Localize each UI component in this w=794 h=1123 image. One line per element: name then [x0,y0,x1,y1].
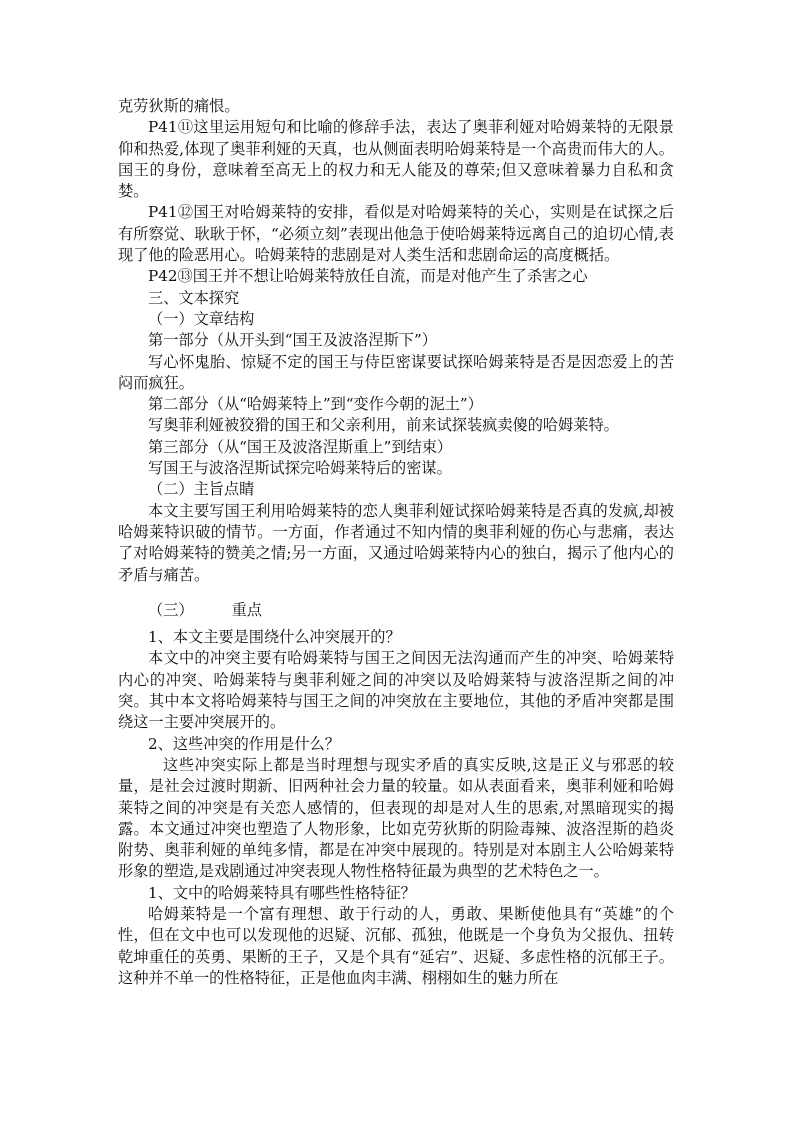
part-one-description: 写心怀鬼胎、惊疑不定的国王与侍臣密谋要试探哈姆莱特是否是因恋爱上的苦闷而疯狂。 [118,352,674,392]
answer-2: 这些冲突实际上都是当时理想与现实矛盾的真实反映,这是正义与邪恶的较量，是社会过渡时期新、旧两种社会力量的较量。如从表面看来，奥菲利娅和哈姆莱特之间的冲突是有关恋人感情的，但表现的却是对人生的思索,对黑暗现实的揭露。本文通过冲突也塑造了人物形象，比如克劳狄斯的阴险毒辣、波洛涅斯的趋炎附势、奥菲利娅的单纯多情，都是在冲突中展现的。特别是对本剧主人公哈姆莱特形象的塑造,是戏剧通过冲突表现人物性格特征最为典型的艺术特色之一。 [118,755,674,881]
paragraph-continuation: 克劳狄斯的痛恨。 [118,97,240,115]
part-one-title: 第一部分（从开头到“国王及波洛涅斯下”） [148,331,437,350]
note-p42-13: P42⑬国王并不想让哈姆莱特放任自流，而是对他产生了杀害之心 [148,267,588,286]
question-3: 1、文中的哈姆莱特具有哪些性格特征？ [148,883,416,902]
part-two-description: 写奥菲利娅被狡猾的国王和父亲利用，前来试探装疯卖傻的哈姆莱特。 [148,416,619,435]
section-heading-text-inquiry: 三、文本探究 [148,288,240,307]
note-p41-12: P41⑫国王对哈姆莱特的安排，看似是对哈姆莱特的关心，实则是在试探之后有所察觉、耿耿于怀，“必须立刻”表现出他急于使哈姆莱特远离自己的迫切心情,表现了他的险恶用心。哈姆莱特的悲剧是对人类生活和悲剧命运的高度概括。 [118,203,674,265]
key-points-number: （三） [148,600,194,619]
part-two-title: 第二部分（从“哈姆莱特上”到“变作今朝的泥土”） [148,395,483,414]
note-p41-11: P41⑪这里运用短句和比喻的修辞手法，表达了奥菲利娅对哈姆莱特的无限景仰和热爱,体现了奥菲利娅的天真，也从侧面表明哈姆莱特是一个高贵而伟大的人。国王的身份，意味着至高无上的权力和无人能及的尊荣;但又意味着暴力自私和贪婪。 [118,118,674,201]
question-2: 2、这些冲突的作用是什么？ [148,734,340,753]
theme-paragraph: 本文主要写国王利用哈姆莱特的恋人奥菲利娅试探哈姆莱特是否真的发疯,却被哈姆莱特识破的情节。一方面，作者通过不知内情的奥菲利娅的伤心与悲痛，表达了对哈姆莱特的赞美之情;另一方面，又通过哈姆莱特内心的独白，揭示了他内心的矛盾与痛苦。 [118,501,674,584]
part-three-title: 第三部分（从“国王及波洛涅斯重上”到结束） [148,437,453,456]
key-points-label: 重点 [231,600,262,619]
subheading-theme: （二）主旨点睛 [148,480,255,499]
document-page [118,96,674,989]
question-1: 1、本文主要是围绕什么冲突展开的？ [148,628,401,647]
answer-3: 哈姆莱特是一个富有理想、敢于行动的人，勇敢、果断使他具有“英雄”的个性，但在文中也可以发现他的迟疑、沉郁、孤独，他既是一个身负为父报仇、扭转乾坤重任的英勇、果断的王子，又是个具有“延宕”、迟疑、多虑性格的沉郁王子。这种并不单一的性格特征，正是他血肉丰满、栩栩如生的魅力所在 [118,904,674,987]
answer-1: 本文中的冲突主要有哈姆莱特与国王之间因无法沟通而产生的冲突、哈姆莱特内心的冲突、哈姆莱特与奥菲利娅之间的冲突以及哈姆莱特与波洛涅斯之间的冲突。其中本文将哈姆莱特与国王之间的冲突放在主要地位，其他的矛盾冲突都是围绕这一主要冲突展开的。 [118,649,674,732]
subheading-structure: （一）文章结构 [148,309,255,328]
part-three-description: 写国王与波洛涅斯试探完哈姆莱特后的密谋。 [148,459,452,478]
subheading-key-points [118,600,674,621]
